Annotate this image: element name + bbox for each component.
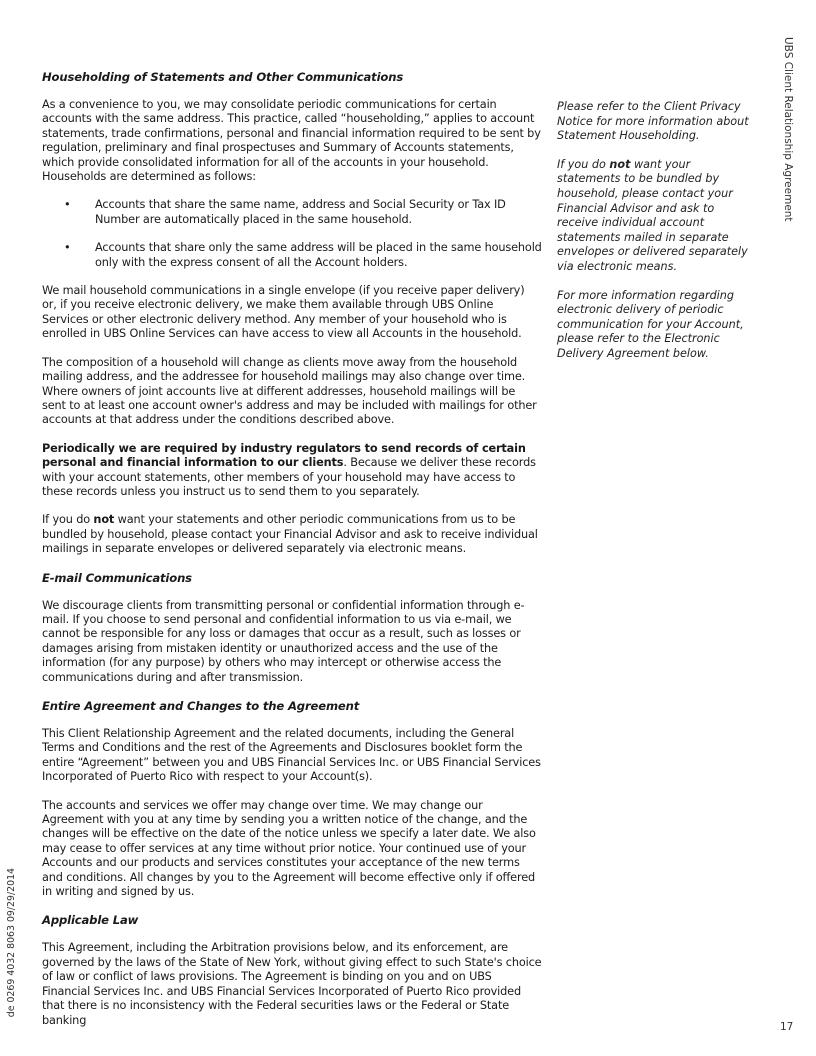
list-item-text: Accounts that share the same name, address and Social Security or Tax ID Number are automatically placed in the same household. (95, 198, 506, 226)
main-column (42, 70, 542, 1042)
householding-mail-paragraph: We mail household communications in a single envelope (if you receive paper delivery) or, if you receive electronic delivery, we make them available through UBS Online Services or other electronic delivery method. Any member of your household who is enrolled in UBS Online Services can have access to view all Accounts in the household. (42, 284, 525, 341)
applicable-law-heading: Applicable Law (42, 913, 139, 928)
list-item-text: Accounts that share only the same address will be placed in the same household only with the express consent of all the Account holders. (95, 241, 542, 269)
bullet-icon: • (64, 241, 71, 255)
householding-intro: As a convenience to you, we may consolidate periodic communications for certain accounts with the same address. This practice, called “householding,” applies to account statements, trade confirmations, personal and financial information required to be sent by regulation, preliminary and final prospectuses and Summary of Accounts statements, which provide consolidated information for all of the accounts in your household. Households are determined as follows: (42, 98, 541, 184)
bullet-icon: • (64, 198, 71, 212)
householding-optout-paragraph (42, 513, 542, 556)
entire-agreement-paragraph-2: The accounts and services we offer may change over time. We may change our Agreement with you at any time by sending you a written notice of the change, and the changes will be effective on the date of the notice unless we specify a later date. We also may cease to offer services at any time without prior notice. Your continued use of your Accounts and our products and services constitutes your acceptance of the new terms and conditions. All changes by you to the Agreement will become effective only if offered in writing and signed by us. (42, 798, 536, 899)
applicable-law-paragraph: This Agreement, including the Arbitration provisions below, and its enforcement, are governed by the laws of the State of New York, without giving effect to such State's choice of law or conflict of laws provisions. The Agreement is binding on you and on UBS Financial Services Inc. and UBS Financial Services Incorporated of Puerto Rico provided that there is no inconsistency with the Federal securities laws or the Federal or State banking (42, 941, 542, 1027)
email-paragraph: We discourage clients from transmitting personal or confidential information through e-mail. If you choose to send personal and confidential information to us via e-mail, we cannot be responsible for any loss or damages that occur as a result, such as losses or damages arising from mistaken identity or unauthorized access and the use of the information (for any purpose) by others who may intercept or otherwise access the communications during and after transmission. (42, 598, 525, 684)
sidebar-note-privacy: Please refer to the Client Privacy Notice for more information about Statement Householding. (557, 100, 749, 143)
page-number: 17 (780, 1021, 794, 1033)
optout-bold-not: not (93, 513, 115, 527)
household-criteria-list (42, 198, 542, 270)
list-item (42, 241, 542, 270)
document-title-vertical: UBS Client Relationship Agreement (782, 37, 794, 222)
note-text-post: want your statements to be bundled by household, please contact your Financial Advisor and ask to receive individual account statements mailed in separate envelopes or delivered separately via electronic means. (557, 157, 748, 273)
document-code: de 0269 4032 8063 09/29/2014 (6, 868, 17, 1018)
list-item (42, 198, 542, 227)
periodic-bold-text: Periodically we are required by industry regulators to send records of certain personal and financial information to our clients (42, 441, 526, 470)
sidebar-note-householding (557, 158, 757, 275)
note-text-pre: If you do (557, 157, 610, 171)
householding-composition-paragraph: The composition of a household will change as clients move away from the household mailing address, and the addressee for household mailings may also change over time. Where owners of joint accounts live at different addresses, household mailings will be sent to at least one account owner's address and may be included with mailings for other accounts at that address under the conditions described above. (42, 355, 537, 427)
periodic-text: . Because we deliver these records with your account statements, other members of your household may have access to these records unless you instruct us to send them to you separately. (42, 456, 536, 498)
entire-agreement-heading: Entire Agreement and Changes to the Agreement (42, 699, 360, 713)
email-heading: E-mail Communications (42, 570, 192, 585)
householding-heading: Householding of Statements and Other Communications (42, 70, 404, 84)
sidebar-notes (557, 100, 757, 376)
householding-periodic-paragraph (42, 442, 542, 500)
optout-text-post: want your statements and other periodic communications from us to be bundled by household, please contact your Financial Advisor and ask to receive individual mailings in separate envelopes or delivered separately via electronic means. (42, 513, 538, 556)
optout-text-pre: If you do (42, 513, 94, 527)
sidebar-note-electronic-delivery: For more information regarding electronic delivery of periodic communication for your Account, please refer to the Electronic Delivery Agreement below. (557, 288, 744, 360)
entire-agreement-paragraph-1: This Client Relationship Agreement and the related documents, including the General Terms and Conditions and the rest of the Agreements and Disclosures booklet form the entire “Agreement” between you and UBS Financial Services Inc. or UBS Financial Services Incorporated of Puerto Rico with respect to your Account(s). (42, 727, 541, 784)
note-bold-not: not (609, 157, 631, 171)
